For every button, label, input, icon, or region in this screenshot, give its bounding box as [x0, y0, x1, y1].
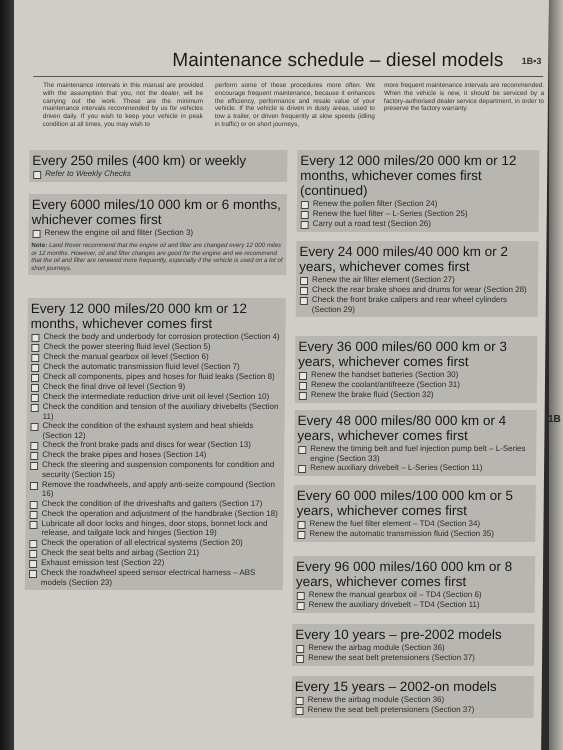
- list-item: [295, 695, 531, 705]
- item-text: Renew the seat belt pretensioners (Section 37): [307, 705, 475, 714]
- item-text: Refer to Weekly Checks: [45, 169, 131, 178]
- item-text: Check the final drive oil level (Section 9): [42, 382, 186, 391]
- section-24000: [296, 241, 539, 317]
- item-text: Check the seat belts and airbag (Section 21): [41, 547, 200, 557]
- checkbox-icon[interactable]: [30, 511, 38, 519]
- checkbox-icon[interactable]: [296, 655, 304, 663]
- item-text: Renew the brake fluid (Section 32): [310, 390, 434, 399]
- list-item: [29, 509, 281, 519]
- item-list: [293, 590, 535, 613]
- item-list: [291, 695, 533, 718]
- list-item: [299, 295, 535, 314]
- list-item: [295, 705, 531, 715]
- checkbox-icon[interactable]: [29, 521, 37, 529]
- checkbox-icon[interactable]: [31, 394, 39, 402]
- item-text: Check the body and underbody for corrosion protection (Section 4): [43, 332, 280, 341]
- list-item: [299, 285, 535, 295]
- list-item: [298, 370, 534, 380]
- list-item: [30, 352, 282, 362]
- list-item: [296, 590, 532, 600]
- section-heading: Every 24 000 miles/40 000 km or 2 years, whichever comes first: [299, 244, 509, 274]
- checkbox-icon[interactable]: [30, 452, 38, 460]
- section-heading: Every 12 000 miles/20 000 km or 12 months, whichever comes first: [30, 301, 247, 331]
- section-heading: Every 36 000 miles/60 000 km or 3 years, whichever comes first: [298, 339, 508, 369]
- checkbox-icon[interactable]: [33, 230, 41, 238]
- item-text: Check the front brake calipers and rear wheel cylinders (Section 29): [311, 295, 508, 314]
- checkbox-icon[interactable]: [31, 354, 39, 362]
- section-heading: Every 12 000 miles/20 000 km or 12 months, whichever comes first (continued): [299, 153, 517, 198]
- intro-column-3: more frequent maintenance intervals are recommended. When the vehicle is new, it should be serviced by a factory-authorised dealer service department, in order to preserve the factory warranty.: [383, 82, 545, 113]
- item-text: Carry out a road test (Section 26): [312, 219, 431, 228]
- item-text: Renew the manual gearbox oil – TD4 (Section 6): [308, 590, 482, 599]
- item-text: Renew the coolant/antifreeze (Section 31): [310, 380, 461, 389]
- note-label: Note:: [31, 242, 48, 249]
- section-heading: Every 6000 miles/10 000 km or 6 months, whichever comes first: [31, 197, 282, 227]
- list-item: [28, 548, 280, 558]
- checkbox-icon[interactable]: [301, 211, 309, 219]
- section-heading: Every 48 000 miles/80 000 km or 4 years, whichever comes first: [297, 413, 507, 443]
- item-text: Check the condition and tension of the auxiliary drivebelts (Section 11): [42, 402, 279, 421]
- section-36000: [295, 336, 538, 403]
- item-text: Check the power steering fluid level (Section 5): [43, 342, 211, 351]
- list-item: [32, 228, 284, 238]
- list-item: [28, 558, 280, 568]
- item-text: Check the steering and suspension components for condition and security (Section 15): [41, 460, 275, 479]
- checkbox-icon[interactable]: [30, 462, 38, 470]
- list-item: [29, 450, 281, 460]
- item-list: [25, 332, 286, 590]
- checkbox-icon[interactable]: [301, 201, 309, 209]
- checkbox-icon[interactable]: [31, 344, 39, 352]
- checkbox-icon[interactable]: [30, 423, 38, 431]
- item-text: Check the front brake pads and discs for wear (Section 13): [42, 440, 251, 450]
- item-list: [294, 444, 536, 476]
- item-text: Renew the auxiliary drivebelt – TD4 (Section 11): [308, 600, 480, 609]
- item-list: [297, 199, 539, 232]
- item-text: Check the operation and adjustment of the handbrake (Section 18): [41, 508, 278, 518]
- checkbox-icon[interactable]: [296, 707, 304, 715]
- checkbox-icon[interactable]: [31, 404, 39, 412]
- section-10-years: [292, 624, 534, 666]
- page-edge: [549, 0, 563, 750]
- item-list: [293, 519, 535, 542]
- item-list: [28, 228, 286, 241]
- section-heading: Every 250 miles (400 km) or weekly: [32, 153, 247, 168]
- list-item: [297, 463, 533, 473]
- section-12000-continued: [297, 150, 540, 232]
- item-text: Renew the engine oil and filter (Section 3): [44, 228, 194, 237]
- checkbox-icon[interactable]: [30, 501, 38, 509]
- item-text: Renew the seat belt pretensioners (Section 37): [308, 653, 475, 662]
- list-item: [298, 380, 534, 390]
- list-item: [30, 342, 282, 352]
- list-item: [296, 529, 532, 539]
- section-heading: Every 10 years – pre-2002 models: [295, 627, 502, 642]
- checkbox-icon[interactable]: [30, 442, 38, 450]
- item-text: Check the intermediate reduction drive unit oil level (Section 10): [42, 392, 270, 401]
- checkbox-icon[interactable]: [29, 540, 37, 548]
- checkbox-icon[interactable]: [29, 560, 37, 568]
- item-text: Renew the timing belt and fuel injection pump belt – L-Series engine (Section 33): [310, 444, 526, 463]
- list-item: [29, 480, 281, 499]
- item-text: Check the condition of the driveshafts and gaiters (Section 17): [41, 498, 263, 508]
- checkbox-icon[interactable]: [29, 550, 37, 558]
- list-item: [30, 382, 282, 392]
- list-item: [29, 421, 281, 440]
- section-heading: Every 15 years – 2002-on models: [294, 679, 497, 694]
- manual-page: [6, 0, 549, 750]
- item-text: Renew the airbag module (Section 36): [308, 643, 445, 652]
- item-list: [292, 643, 534, 666]
- list-item: [299, 275, 535, 285]
- item-text: Check the condition of the exhaust system and heat shields (Section 12): [42, 421, 254, 440]
- list-item: [300, 209, 536, 219]
- list-item: [29, 499, 281, 509]
- list-item: [296, 600, 532, 610]
- list-item: [29, 460, 281, 479]
- checkbox-icon[interactable]: [298, 465, 306, 473]
- intro-column-2: perform some of these procedures more often. We encourage frequent maintenance, because it enhances the efficiency, performance and resale value of your vehicle. If the vehicle is driven in dusty areas, used to tow a trailer, or driven frequently at slow speeds (idling in traffic) or on short journeys,: [214, 82, 376, 128]
- list-item: [32, 169, 284, 179]
- section-15-years: [291, 676, 533, 718]
- checkbox-icon[interactable]: [299, 382, 307, 390]
- chapter-tab: 1B: [548, 414, 561, 425]
- list-item: [295, 653, 531, 663]
- item-text: Renew the airbag module (Section 36): [307, 695, 445, 704]
- checkbox-icon[interactable]: [301, 221, 309, 229]
- page-number: 1B•3: [521, 56, 542, 66]
- list-item: [30, 402, 282, 421]
- book-spine: [0, 0, 14, 750]
- list-item: [30, 362, 282, 372]
- checkbox-icon[interactable]: [297, 531, 305, 539]
- section-60000: [293, 485, 536, 542]
- checkbox-icon[interactable]: [31, 364, 39, 372]
- checkbox-icon[interactable]: [298, 446, 306, 454]
- checkbox-icon[interactable]: [300, 287, 308, 295]
- section-weekly: [29, 150, 287, 182]
- checkbox-icon[interactable]: [297, 602, 305, 610]
- list-item: [28, 519, 280, 538]
- checkbox-icon[interactable]: [299, 392, 307, 400]
- list-item: [296, 519, 532, 529]
- section-heading: Every 60 000 miles/100 000 km or 5 years, whichever comes first: [296, 488, 514, 518]
- section-heading: Every 96 000 miles/160 000 km or 8 years, whichever comes first: [295, 559, 513, 589]
- item-text: Remove the roadwheels, and apply anti-seize compound (Section 16): [41, 479, 276, 499]
- item-text: Renew the fuel filter – L-Series (Section 25): [312, 209, 468, 218]
- list-item: [29, 440, 281, 450]
- list-item: [30, 372, 282, 382]
- item-text: Check the operation of all electrical systems (Section 20): [41, 537, 243, 547]
- item-text: Exhaust emission test (Section 22): [41, 557, 165, 567]
- intro-column-1: The maintenance intervals in this manual are provided with the assumption that you, not the dealer, will be carrying out the work. These are the minimum maintenance intervals recommended by us for vehicles driven daily. If you wish to keep your vehicle in peak condition at all times, you may wish to: [42, 82, 204, 128]
- item-text: Renew the fuel filter element – TD4 (Section 34): [309, 519, 481, 528]
- section-note: [28, 241, 286, 275]
- checkbox-icon[interactable]: [300, 297, 308, 305]
- note-text: Land Rover recommend that the engine oil and filter are changed every 12 000 miles or 12 months. However, oil and filter changes are good for the engine and we recommend that the oil and filter are renewed more frequently, especially if the vehicle is used on a lot of short journeys.: [31, 242, 283, 272]
- item-list: [296, 275, 538, 317]
- checkbox-icon[interactable]: [297, 592, 305, 600]
- list-item: [300, 199, 536, 209]
- item-text: Renew the pollen filter (Section 24): [312, 199, 438, 208]
- list-item: [295, 643, 531, 653]
- section-6000: [28, 194, 287, 275]
- item-text: Renew the handset batteries (Section 30): [311, 370, 459, 379]
- checkbox-icon[interactable]: [31, 384, 39, 392]
- item-text: Check the brake pipes and hoses (Section 14): [42, 450, 207, 460]
- item-text: Check all components, pipes and hoses for fluid leaks (Section 8): [43, 372, 275, 381]
- list-item: [298, 390, 534, 400]
- checkbox-icon[interactable]: [30, 482, 38, 490]
- checkbox-icon[interactable]: [300, 277, 308, 285]
- item-list: [295, 370, 537, 403]
- page-header: [33, 50, 543, 77]
- item-list: [29, 169, 287, 182]
- checkbox-icon[interactable]: [31, 374, 39, 382]
- item-text: Check the roadwheel speed sensor electrical harness – ABS models (Section 23): [40, 567, 256, 587]
- checkbox-icon[interactable]: [33, 171, 41, 179]
- item-text: Check the rear brake shoes and drums for wear (Section 28): [311, 285, 527, 294]
- section-96000: [293, 556, 536, 613]
- checkbox-icon[interactable]: [29, 570, 37, 578]
- item-text: Check the automatic transmission fluid level (Section 7): [43, 362, 240, 371]
- checkbox-icon[interactable]: [296, 645, 304, 653]
- item-text: Renew the air filter element (Section 27): [312, 275, 455, 284]
- section-12000: [25, 298, 286, 590]
- section-48000: [294, 410, 537, 476]
- item-text: Renew auxiliary drivebelt – L-Series (Section 11): [310, 463, 483, 473]
- item-text: Lubricate all door locks and hinges, door stops, bonnet lock and release, and tailgate lock and hinges (Section 19): [41, 518, 268, 538]
- item-text: Renew the automatic transmission fluid (Section 35): [309, 529, 494, 538]
- checkbox-icon[interactable]: [31, 334, 39, 342]
- checkbox-icon[interactable]: [299, 372, 307, 380]
- list-item: [28, 538, 280, 548]
- list-item: [30, 392, 282, 402]
- list-item: [28, 568, 280, 587]
- checkbox-icon[interactable]: [297, 521, 305, 529]
- checkbox-icon[interactable]: [296, 697, 304, 705]
- item-text: Check the manual gearbox oil level (Section 6): [43, 352, 209, 361]
- page-title: Maintenance schedule – diesel models: [172, 50, 504, 71]
- list-item: [297, 444, 533, 463]
- list-item: [30, 332, 282, 342]
- list-item: [300, 219, 536, 229]
